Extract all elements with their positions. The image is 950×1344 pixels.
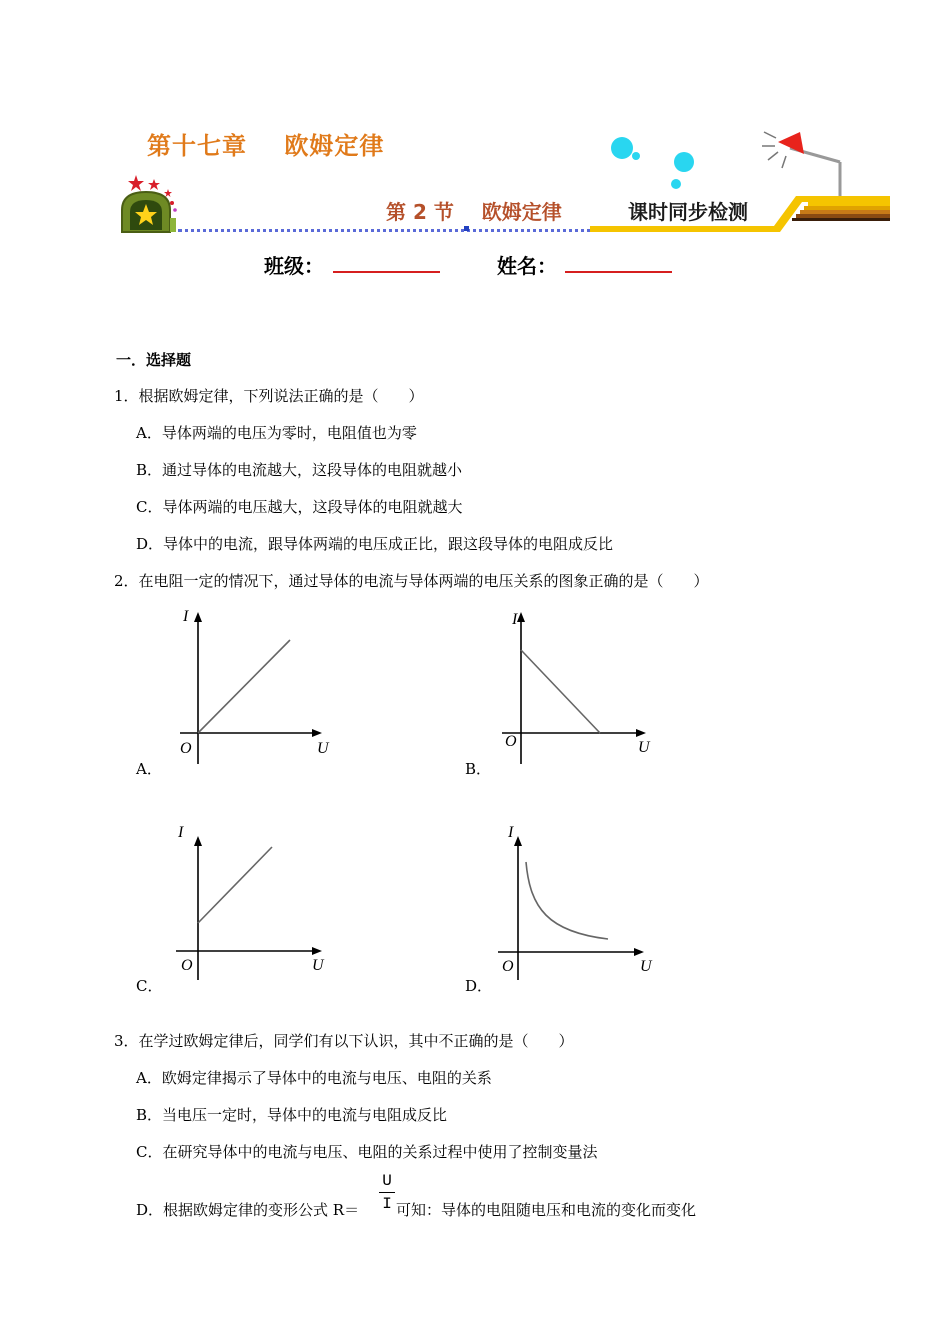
header-dotted-rule [178,229,598,232]
graph-d-y-arrow [514,836,522,846]
graph-b-x-arrow [636,729,646,737]
graph-c-x-label: U [312,957,324,974]
graph-a-y-arrow [194,612,202,622]
q2-option-b: B． [465,760,492,778]
q3-option-b: B．当电压一定时，导体中的电流与电阻成反比 [136,1106,448,1124]
graph-c-y-label: I [178,824,184,841]
section-heading: 一．选择题 [116,351,192,369]
name-label: 姓名： [497,254,557,278]
graph-c [170,820,340,985]
graph-c-line [198,847,272,923]
sync-check-label: 课时同步检测 [628,200,748,224]
formula-denominator: I [382,1195,392,1213]
graph-b-x-label: U [638,739,650,756]
graph-a-x-arrow [312,729,322,737]
graph-a-y-label: I [183,608,189,625]
q3-option-d-prefix: D．根据欧姆定律的变形公式 R＝ [136,1201,360,1219]
graph-b-y-label: I [512,611,518,628]
graph-d-curve [526,862,608,939]
graph-b-line [521,650,600,733]
graph-d-x-label: U [640,958,652,975]
star-badge-icon [118,170,182,236]
graph-d-y-label: I [508,824,514,841]
name-field[interactable] [565,271,672,273]
graph-b [492,604,662,769]
graph-b-origin-label: O [505,733,517,750]
q2-option-a: A． [136,760,162,778]
graph-d [492,820,662,985]
class-label: 班级： [264,254,324,278]
class-field[interactable] [333,271,440,273]
q3-option-c: C．在研究导体中的电流与电压、电阻的关系过程中使用了控制变量法 [136,1143,598,1161]
q3-option-a: A．欧姆定律揭示了导体中的电流与电压、电阻的关系 [136,1069,492,1087]
graph-c-y-arrow [194,836,202,846]
graph-a [170,604,340,769]
q1-option-d: D．导体中的电流，跟导体两端的电压成正比，跟这段导体的电阻成反比 [136,535,614,553]
graph-a-x-label: U [317,740,329,757]
question-1-stem: 1．根据欧姆定律，下列说法正确的是（ ） [114,387,424,405]
question-2-stem: 2．在电阻一定的情况下，通过导体的电流与导体两端的电压关系的图象正确的是（ ） [114,572,709,590]
formula-numerator: U [382,1172,392,1190]
fraction-bar [379,1192,395,1193]
question-3-stem: 3．在学过欧姆定律后，同学们有以下认识，其中不正确的是（ ） [114,1032,574,1050]
graph-d-x-arrow [634,948,644,956]
graph-a-origin-label: O [180,740,192,757]
header-rule-marker [464,226,469,231]
section-title: 第 2 节 欧姆定律 [386,200,562,224]
q2-option-d: D． [465,977,493,995]
graph-c-x-arrow [312,947,322,955]
graph-c-origin-label: O [181,957,193,974]
chapter-title: 第十七章 欧姆定律 [147,132,385,160]
q1-option-c: C．导体两端的电压越大，这段导体的电阻就越大 [136,498,463,516]
q1-option-a: A．导体两端的电压为零时，电阻值也为零 [136,424,417,442]
graph-a-line [198,640,290,733]
q1-option-b: B．通过导体的电流越大，这段导体的电阻就越小 [136,461,463,479]
decorative-bubbles-icon [606,130,706,192]
q2-option-c: C． [136,977,163,995]
graph-b-y-arrow [517,612,525,622]
formula-fraction [378,1172,396,1213]
graph-d-origin-label: O [502,958,514,975]
q3-option-d-suffix: 可知：导体的电阻随电压和电流的变化而变化 [396,1201,697,1219]
